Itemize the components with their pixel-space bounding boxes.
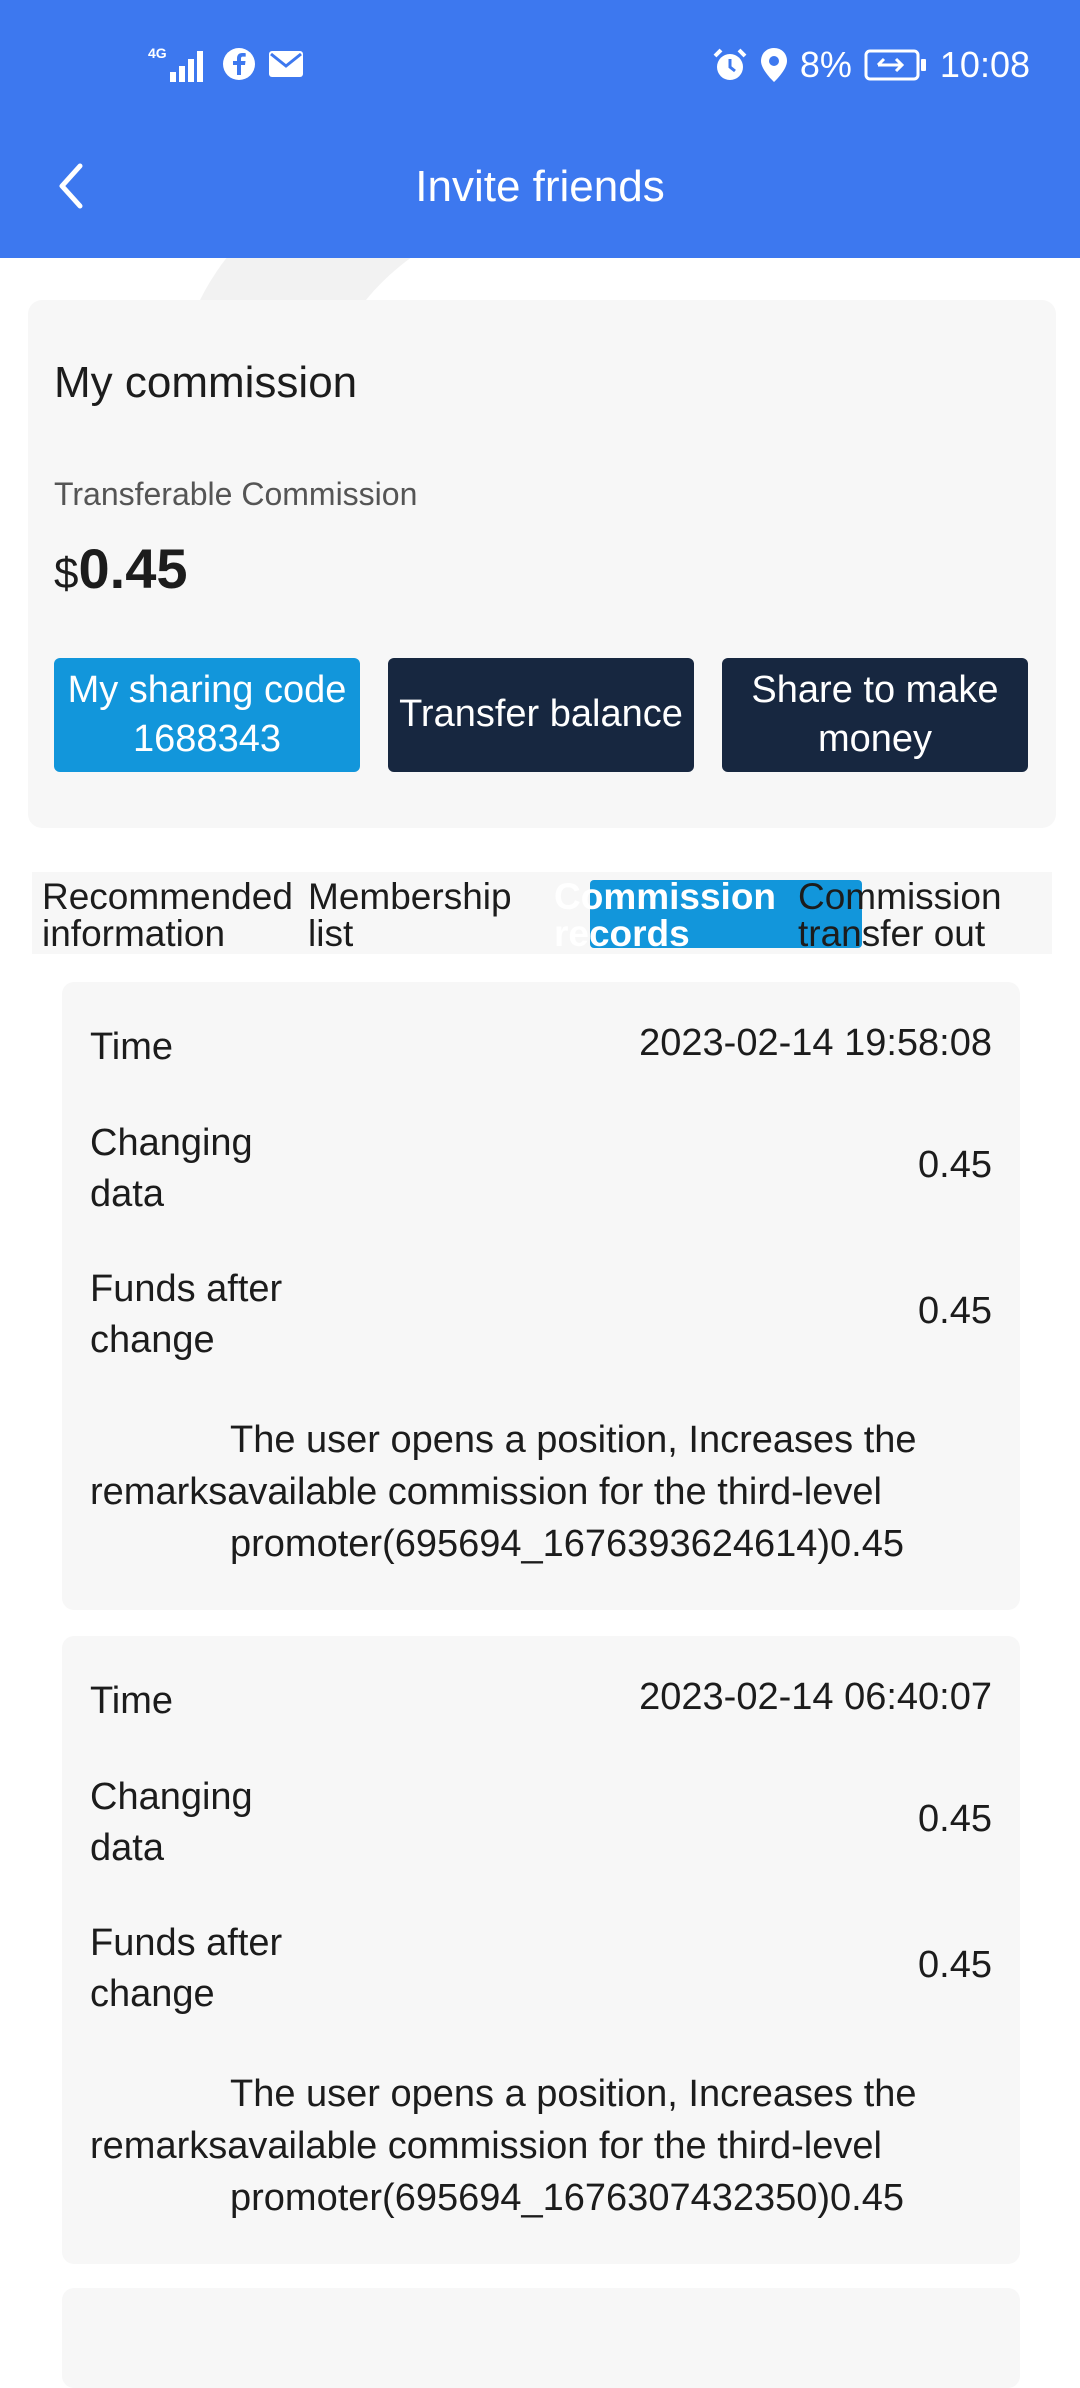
- tab-commission-transfer-out[interactable]: [798, 878, 1002, 952]
- funds-label-line2: change: [90, 1319, 215, 1362]
- transferable-label: Transferable Commission: [54, 476, 418, 512]
- sharing-code-value: 1688343: [133, 718, 281, 760]
- funds-after-label: [90, 1264, 282, 1367]
- remarks-label: remarks: [90, 2125, 228, 2168]
- page-title: Invite friends: [415, 162, 665, 211]
- tab-recommended-information[interactable]: [42, 878, 293, 952]
- funds-label-line1: Funds after: [90, 1268, 283, 1310]
- alarm-icon: [712, 47, 748, 83]
- share-money-line1: Share to make: [751, 668, 999, 711]
- share-to-make-money-button[interactable]: [722, 658, 1028, 772]
- changing-data-value: 0.45: [918, 1798, 992, 1840]
- commission-record-partial: [62, 2288, 1020, 2388]
- time-value: 2023-02-14 06:40:07: [639, 1676, 992, 1718]
- sharing-code-label: My sharing code: [67, 668, 347, 711]
- signal-4g-icon: [148, 44, 210, 84]
- remarks-block: [90, 1414, 970, 1570]
- remarks-label: remarks: [90, 1471, 228, 1514]
- transfer-balance-button[interactable]: [388, 658, 694, 772]
- svg-text:4G: 4G: [148, 45, 167, 61]
- status-right: [712, 44, 1030, 86]
- battery-charging-icon: [864, 49, 928, 81]
- amount-value: 0.45: [78, 537, 188, 600]
- commission-record: [62, 1636, 1020, 2264]
- currency-symbol: $: [54, 549, 79, 598]
- status-bar: [0, 0, 1080, 132]
- tab-label-line1: Recommended: [42, 876, 293, 917]
- sharing-code-button[interactable]: [54, 658, 360, 772]
- remark-line1: The user opens a position, Increases the: [230, 2073, 917, 2115]
- funds-after-label: [90, 1918, 282, 2021]
- commission-record: [62, 982, 1020, 1610]
- remark-line3: promoter(695694_1676307432350)0.45: [230, 2177, 904, 2220]
- commission-title: My commission: [54, 358, 358, 407]
- time-value: 2023-02-14 19:58:08: [639, 1022, 992, 1064]
- changing-data-label: [90, 1118, 253, 1221]
- remark-line3: promoter(695694_1676393624614)0.45: [230, 1523, 904, 1566]
- tab-membership-list[interactable]: [308, 878, 512, 952]
- changing-data-label: [90, 1772, 253, 1875]
- facebook-icon: [222, 47, 256, 81]
- changing-data-value: 0.45: [918, 1144, 992, 1186]
- funds-label-line1: Funds after: [90, 1922, 283, 1964]
- changing-label-line1: Changing: [90, 1776, 253, 1818]
- remark-line1: The user opens a position, Increases the: [230, 1419, 917, 1461]
- mail-icon: [268, 49, 304, 79]
- tab-label-line2: information: [42, 913, 226, 954]
- tab-label-line1: Membership: [308, 876, 512, 917]
- funds-label-line2: change: [90, 1973, 215, 2016]
- status-time: 10:08: [939, 44, 1030, 85]
- tab-label-line2: transfer out: [798, 913, 986, 954]
- tab-commission-records[interactable]: [554, 878, 776, 952]
- tab-label-line1: Commission: [798, 876, 1002, 917]
- app-header: [0, 132, 1080, 258]
- tab-label-line1: Commission: [554, 876, 777, 917]
- commission-card: [28, 300, 1056, 828]
- time-label: Time: [90, 1026, 174, 1068]
- tab-label-line2: list: [308, 913, 354, 954]
- share-money-line2: money: [817, 718, 933, 760]
- remark-line2: available commission for the third-level: [227, 1471, 882, 1514]
- remark-line2-row: [90, 1466, 970, 1518]
- transfer-balance-label: Transfer balance: [399, 693, 683, 736]
- changing-label-line2: data: [90, 1827, 164, 1870]
- time-label: Time: [90, 1680, 174, 1722]
- location-icon: [760, 47, 788, 83]
- tab-bar: [32, 872, 1052, 954]
- remark-line2-row: [90, 2120, 970, 2172]
- funds-after-value: 0.45: [918, 1290, 992, 1332]
- funds-after-value: 0.45: [918, 1944, 992, 1986]
- status-left-icons: [148, 44, 304, 84]
- commission-amount: [54, 536, 187, 601]
- remark-line2: available commission for the third-level: [227, 2125, 882, 2168]
- remarks-block: [90, 2068, 970, 2224]
- battery-percent: 8%: [799, 44, 852, 85]
- tab-label-line2: records: [554, 913, 690, 954]
- changing-label-line1: Changing: [90, 1122, 253, 1164]
- changing-label-line2: data: [90, 1173, 164, 1216]
